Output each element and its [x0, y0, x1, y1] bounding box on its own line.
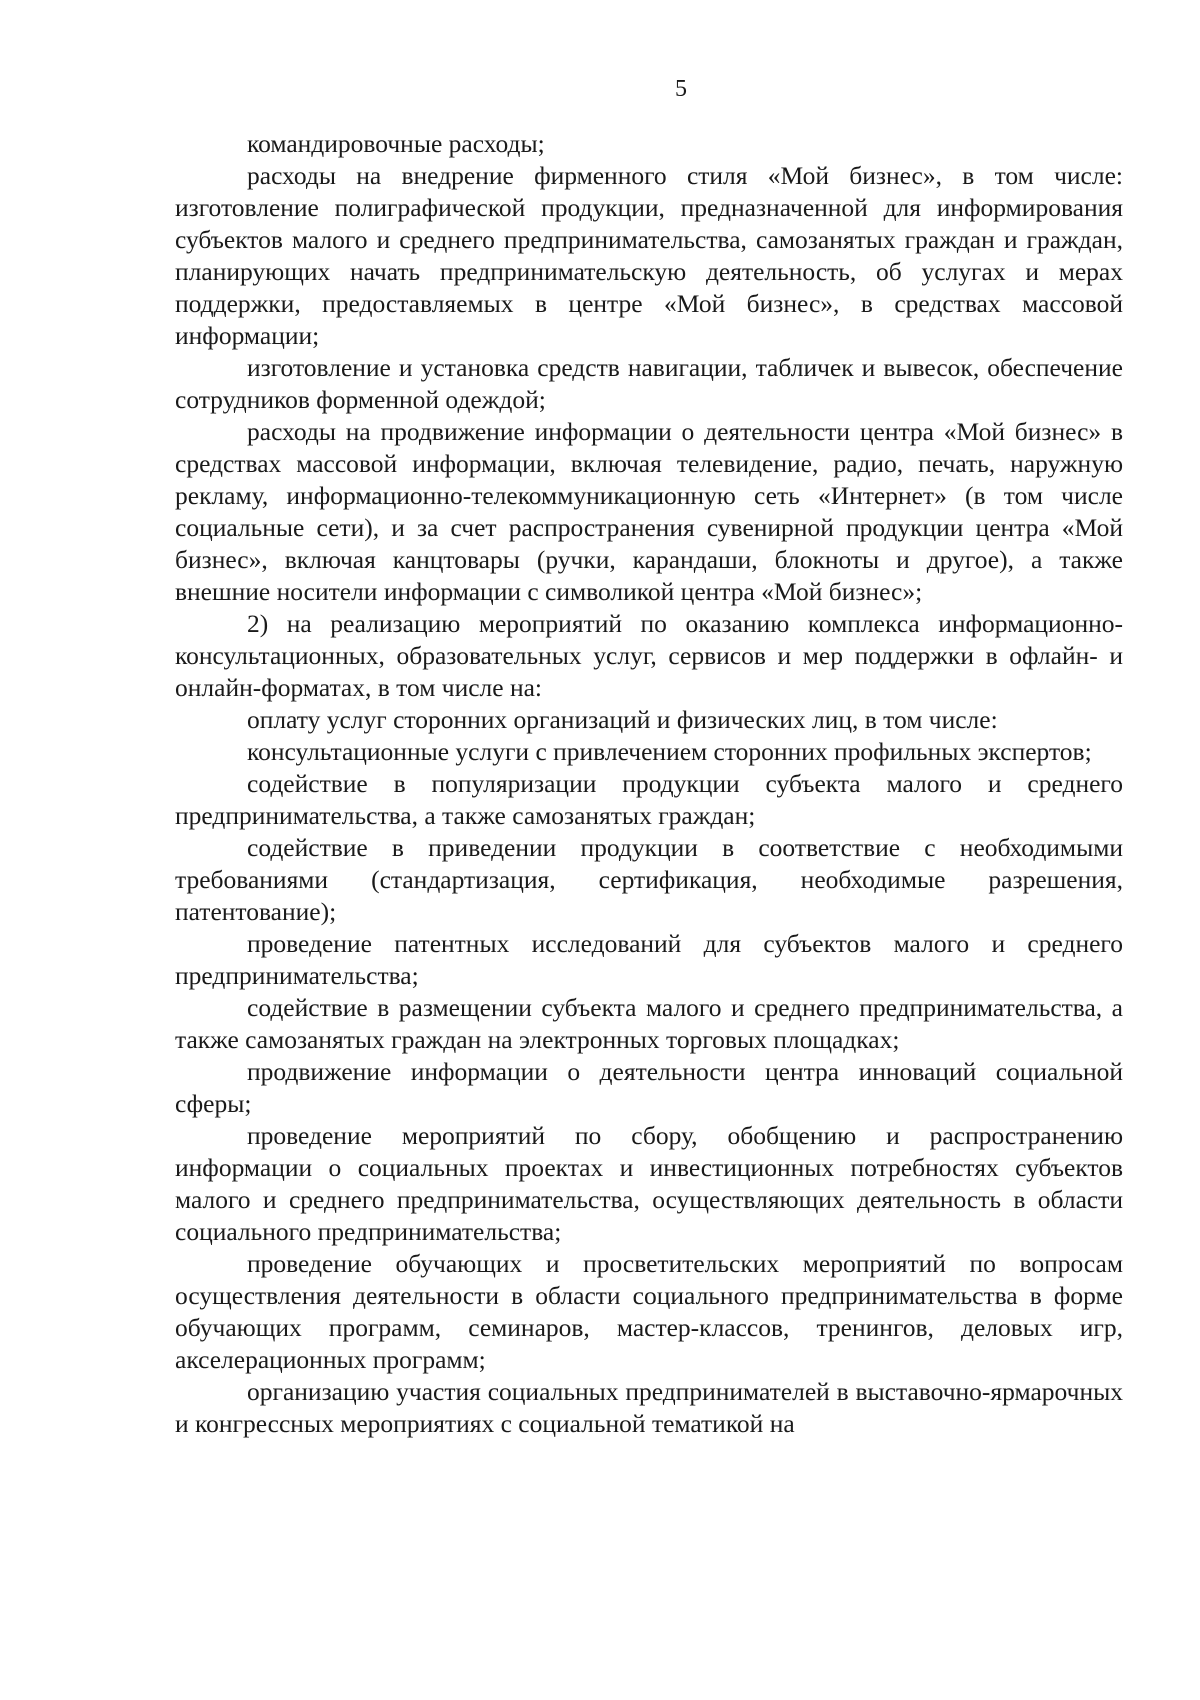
paragraph: расходы на продвижение информации о деятельности центра «Мой бизнес» в средствах массовой информации, включая телевидение, радио, печать, наружную рекламу, информационно-телекоммуникационную сеть «Интернет» (в том числе социальные сети), и за счет распространения сувенирной продукции центра «Мой бизнес», включая канцтовары (ручки, карандаши, блокноты и другое), а также внешние носители информации с символикой центра «Мой бизнес»; [175, 417, 1123, 606]
paragraph: проведение мероприятий по сбору, обобщению и распространению информации о социальных проектах и инвестиционных потребностях субъектов малого и среднего предпринимательства, осуществляющих деятельность в области социального предпринимательства; [175, 1121, 1123, 1246]
paragraph: содействие в популяризации продукции субъекта малого и среднего предпринимательства, а также самозанятых граждан; [175, 769, 1123, 830]
paragraph: организацию участия социальных предпринимателей в выставочно-ярмарочных и конгрессных мероприятиях с социальной тематикой на [175, 1377, 1123, 1438]
paragraph: изготовление и установка средств навигации, табличек и вывесок, обеспечение сотрудников форменной одеждой; [175, 353, 1123, 414]
paragraph: консультационные услуги с привлечением сторонних профильных экспертов; [247, 737, 1092, 766]
paragraph: продвижение информации о деятельности центра инноваций социальной сферы; [175, 1057, 1123, 1118]
paragraph: расходы на внедрение фирменного стиля «Мой бизнес», в том числе: изготовление полиграфической продукции, предназначенной для информирования субъектов малого и среднего предпринимательства, самозанятых граждан и граждан, планирующих начать предпринимательскую деятельность, об услугах и мерах поддержки, предоставляемых в центре «Мой бизнес», в средствах массовой информации; [175, 161, 1123, 350]
paragraph: проведение патентных исследований для субъектов малого и среднего предпринимательства; [175, 929, 1123, 990]
paragraph: содействие в приведении продукции в соответствие с необходимыми требованиями (стандартизация, сертификация, необходимые разрешения, патентование); [175, 833, 1123, 926]
document-body [175, 128, 1123, 1440]
paragraph: проведение обучающих и просветительских мероприятий по вопросам осуществления деятельности в области социального предпринимательства в форме обучающих программ, семинаров, мастер-классов, тренингов, деловых игр, акселерационных программ; [175, 1249, 1123, 1374]
paragraph: 2) на реализацию мероприятий по оказанию комплекса информационно-консультационных, образовательных услуг, сервисов и мер поддержки в офлайн- и онлайн-форматах, в том числе на: [175, 609, 1123, 702]
paragraph: содействие в размещении субъекта малого и среднего предпринимательства, а также самозанятых граждан на электронных торговых площадках; [175, 993, 1123, 1054]
paragraph: оплату услуг сторонних организаций и физических лиц, в том числе: [247, 705, 998, 734]
page-number: 5 [675, 76, 687, 102]
paragraph: командировочные расходы; [247, 129, 545, 158]
